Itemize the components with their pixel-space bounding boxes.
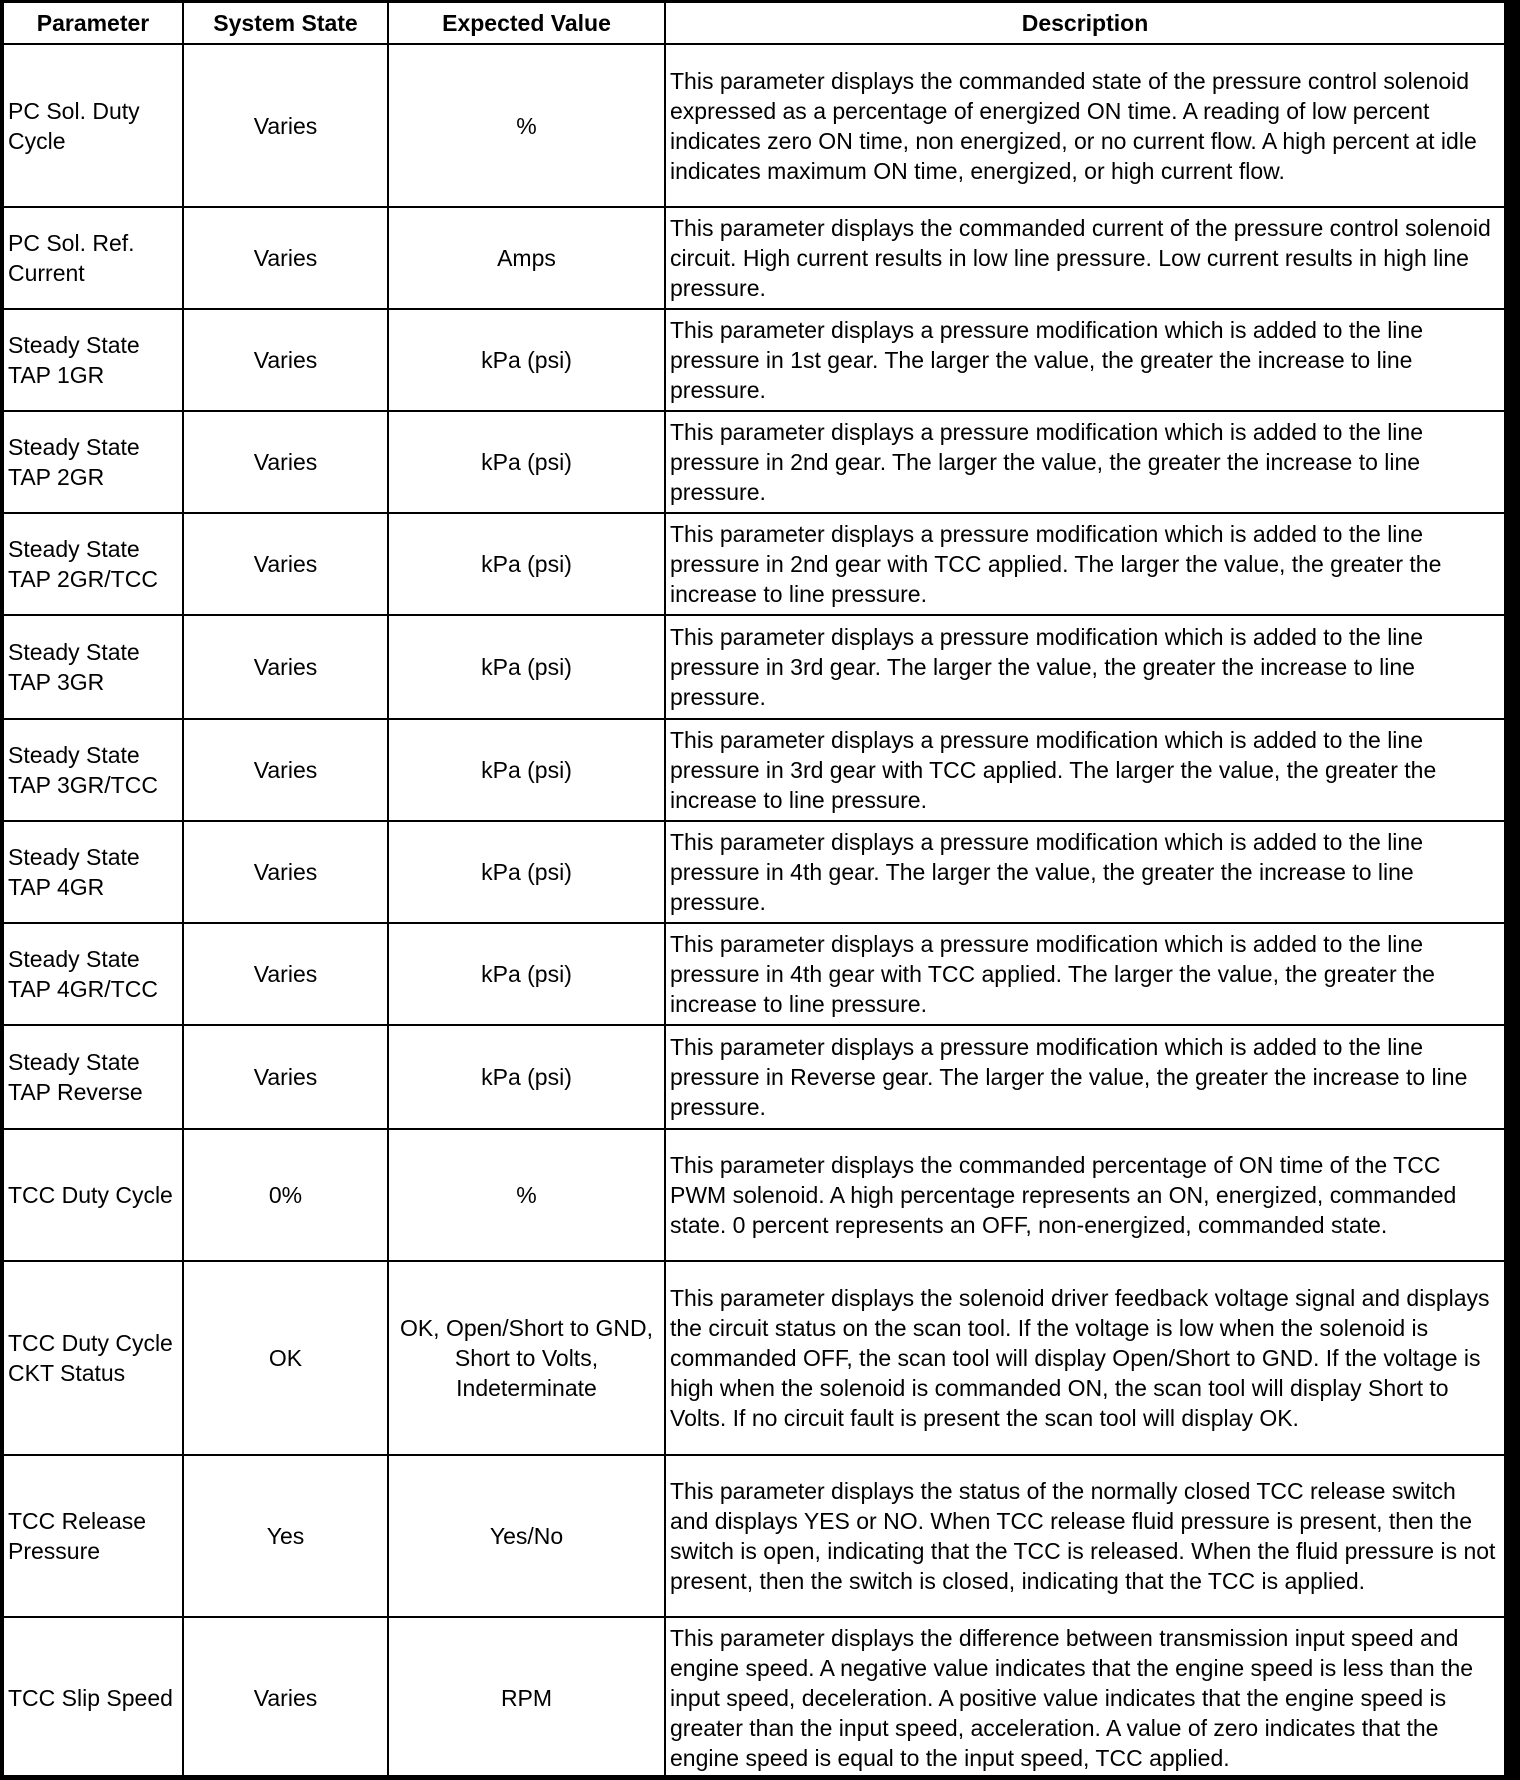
expected-value-cell: kPa (psi) [388,411,665,513]
system-state-cell: Varies [183,1025,388,1129]
parameter-cell: Steady State TAP 3GR [4,615,183,719]
parameter-cell: TCC Duty Cycle CKT Status [4,1261,183,1455]
system-state-cell: Varies [183,411,388,513]
parameter-cell: Steady State TAP Reverse [4,1025,183,1129]
header-parameter: Parameter [4,3,183,44]
expected-value-cell: kPa (psi) [388,821,665,923]
table-row [4,1617,1504,1777]
table-row [4,719,1504,821]
system-state-cell: 0% [183,1129,388,1261]
table-row [4,309,1504,411]
description-cell: This parameter displays a pressure modification which is added to the line pressure in 3rd gear. The larger the value, the greater the increase to line pressure. [665,615,1504,719]
description-cell: This parameter displays a pressure modification which is added to the line pressure in 2nd gear. The larger the value, the greater the increase to line pressure. [665,411,1504,513]
system-state-cell: Varies [183,1617,388,1777]
expected-value-cell: RPM [388,1617,665,1777]
parameter-cell: TCC Release Pressure [4,1455,183,1617]
description-cell: This parameter displays the solenoid driver feedback voltage signal and displays the circuit status on the scan tool. If the voltage is low when the solenoid is commanded OFF, the scan tool will display Open/Short to GND. If the voltage is high when the solenoid is commanded ON, the scan tool will display Short to Volts. If no circuit fault is present the scan tool will display OK. [665,1261,1504,1455]
description-cell: This parameter displays the status of the normally closed TCC release switch and displays YES or NO. When TCC release fluid pressure is present, then the switch is open, indicating that the TCC is released. When the fluid pressure is not present, then the switch is closed, indicating that the TCC is applied. [665,1455,1504,1617]
header-system-state: System State [183,3,388,44]
parameter-cell: PC Sol. Duty Cycle [4,44,183,207]
system-state-cell: Varies [183,821,388,923]
system-state-cell: Varies [183,719,388,821]
description-cell: This parameter displays a pressure modification which is added to the line pressure in 2nd gear with TCC applied. The larger the value, the greater the increase to line pressure. [665,513,1504,615]
table-row [4,821,1504,923]
table-row [4,615,1504,719]
description-cell: This parameter displays the commanded state of the pressure control solenoid expressed as a percentage of energized ON time. A reading of low percent indicates zero ON time, non energized, or no current flow. A high percent at idle indicates maximum ON time, energized, or high current flow. [665,44,1504,207]
system-state-cell: Varies [183,309,388,411]
parameter-cell: Steady State TAP 4GR/TCC [4,923,183,1025]
parameter-cell: Steady State TAP 1GR [4,309,183,411]
parameter-cell: TCC Slip Speed [4,1617,183,1777]
table-row [4,1261,1504,1455]
expected-value-cell: kPa (psi) [388,719,665,821]
expected-value-cell: kPa (psi) [388,923,665,1025]
system-state-cell: Varies [183,44,388,207]
system-state-cell: Varies [183,923,388,1025]
system-state-cell: Yes [183,1455,388,1617]
table-row [4,44,1504,207]
expected-value-cell: Yes/No [388,1455,665,1617]
system-state-cell: Varies [183,513,388,615]
parameter-cell: Steady State TAP 2GR/TCC [4,513,183,615]
table-row [4,513,1504,615]
parameter-cell: Steady State TAP 2GR [4,411,183,513]
parameter-cell: TCC Duty Cycle [4,1129,183,1261]
table-row [4,411,1504,513]
expected-value-cell: kPa (psi) [388,309,665,411]
expected-value-cell: kPa (psi) [388,615,665,719]
header-expected-value: Expected Value [388,3,665,44]
system-state-cell: Varies [183,207,388,309]
expected-value-cell: kPa (psi) [388,513,665,615]
expected-value-cell: Amps [388,207,665,309]
expected-value-cell: % [388,1129,665,1261]
description-cell: This parameter displays a pressure modification which is added to the line pressure in 1st gear. The larger the value, the greater the increase to line pressure. [665,309,1504,411]
expected-value-cell: % [388,44,665,207]
description-cell: This parameter displays the commanded percentage of ON time of the TCC PWM solenoid. A high percentage represents an ON, energized, commanded state. 0 percent represents an OFF, non-energized, commanded state. [665,1129,1504,1261]
table-header-row [4,3,1504,44]
description-cell: This parameter displays the difference between transmission input speed and engine speed. A negative value indicates that the engine speed is less than the input speed, deceleration. A positive value indicates that the engine speed is greater than the input speed, acceleration. A value of zero indicates that the engine speed is equal to the input speed, TCC applied. [665,1617,1504,1777]
table-row [4,1455,1504,1617]
description-cell: This parameter displays the commanded current of the pressure control solenoid circuit. High current results in low line pressure. Low current results in high line pressure. [665,207,1504,309]
description-cell: This parameter displays a pressure modification which is added to the line pressure in 4th gear with TCC applied. The larger the value, the greater the increase to line pressure. [665,923,1504,1025]
header-description: Description [665,3,1504,44]
table-row [4,923,1504,1025]
description-cell: This parameter displays a pressure modification which is added to the line pressure in 3rd gear with TCC applied. The larger the value, the greater the increase to line pressure. [665,719,1504,821]
parameter-cell: Steady State TAP 3GR/TCC [4,719,183,821]
parameter-cell: PC Sol. Ref. Current [4,207,183,309]
table-row [4,1025,1504,1129]
table-row [4,1129,1504,1261]
table-row [4,207,1504,309]
scan-tool-data-table [4,3,1504,1777]
system-state-cell: OK [183,1261,388,1455]
description-cell: This parameter displays a pressure modification which is added to the line pressure in 4th gear. The larger the value, the greater the increase to line pressure. [665,821,1504,923]
expected-value-cell: OK, Open/Short to GND, Short to Volts, Indeterminate [388,1261,665,1455]
parameter-cell: Steady State TAP 4GR [4,821,183,923]
system-state-cell: Varies [183,615,388,719]
description-cell: This parameter displays a pressure modification which is added to the line pressure in Reverse gear. The larger the value, the greater the increase to line pressure. [665,1025,1504,1129]
expected-value-cell: kPa (psi) [388,1025,665,1129]
